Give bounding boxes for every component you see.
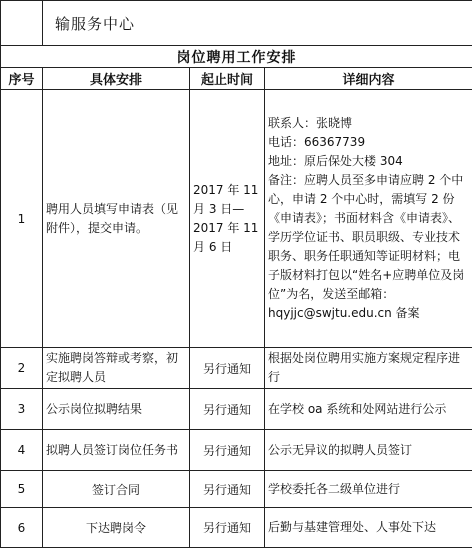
row-number: 4 (1, 430, 43, 471)
task-cell: 拟聘人员签订岗位任务书 (43, 430, 190, 471)
phone: 电话：66367739 (268, 135, 366, 149)
remnant-text-cell: 输服务中心 (43, 1, 472, 46)
detail-cell (265, 90, 472, 348)
column-header-detail: 详细内容 (265, 68, 472, 90)
task-cell: 公示岗位拟聘结果 (43, 389, 190, 430)
time-cell: 另行通知 (190, 389, 265, 430)
email: hqyjjc@swjtu.edu.cn 备案 (268, 306, 420, 320)
table-row (1, 471, 472, 508)
table-row (1, 430, 472, 471)
column-header-task: 具体安排 (43, 68, 190, 90)
detail-cell: 后勤与基建管理处、人事处下达 (265, 508, 472, 548)
task-cell: 签订合同 (43, 471, 190, 508)
task-cell: 实施聘岗答辩或考察，初定拟聘人员 (43, 348, 190, 389)
time-cell: 另行通知 (190, 430, 265, 471)
table-row (1, 389, 472, 430)
detail-cell: 学校委托各二级单位进行 (265, 471, 472, 508)
task-cell: 聘用人员填写申请表（见附件），提交申请。 (43, 90, 190, 348)
title-row (1, 46, 472, 68)
column-header-time: 起止时间 (190, 68, 265, 90)
time-cell: 另行通知 (190, 471, 265, 508)
detail-cell: 在学校 oa 系统和处网站进行公示 (265, 389, 472, 430)
address: 地址：原后保处大楼 304 (268, 154, 403, 168)
remark: 备注：应聘人员至多申请应聘 2 个中心，申请 2 个中心时，需填写 2 份《申请表》；书面材料含《申请表》、学历学位证书、职员职级、专业技术职务、职务任职通知等证明材料；电子版材料打包以“姓名+应聘单位及岗位”为名，发送至邮箱： (268, 173, 465, 301)
task-cell: 下达聘岗令 (43, 508, 190, 548)
column-header-no: 序号 (1, 68, 43, 90)
previous-table-remnant-row (1, 1, 472, 46)
time-cell: 另行通知 (190, 348, 265, 389)
table-row (1, 508, 472, 548)
table-title: 岗位聘用工作安排 (1, 46, 472, 68)
row-number: 6 (1, 508, 43, 548)
row-number: 5 (1, 471, 43, 508)
contact-person: 联系人：张晓博 (268, 116, 353, 130)
remnant-empty-cell (1, 1, 43, 46)
row-number: 1 (1, 90, 43, 348)
row-number: 2 (1, 348, 43, 389)
detail-cell: 公示无异议的拟聘人员签订 (265, 430, 472, 471)
time-cell: 另行通知 (190, 508, 265, 548)
table-row (1, 348, 472, 389)
detail-cell: 根据处岗位聘用实施方案规定程序进行 (265, 348, 472, 389)
time-cell: 2017 年 11 月 3 日—2017 年 11 月 6 日 (190, 90, 265, 348)
header-row (1, 68, 472, 90)
row-number: 3 (1, 389, 43, 430)
table-row (1, 90, 472, 348)
